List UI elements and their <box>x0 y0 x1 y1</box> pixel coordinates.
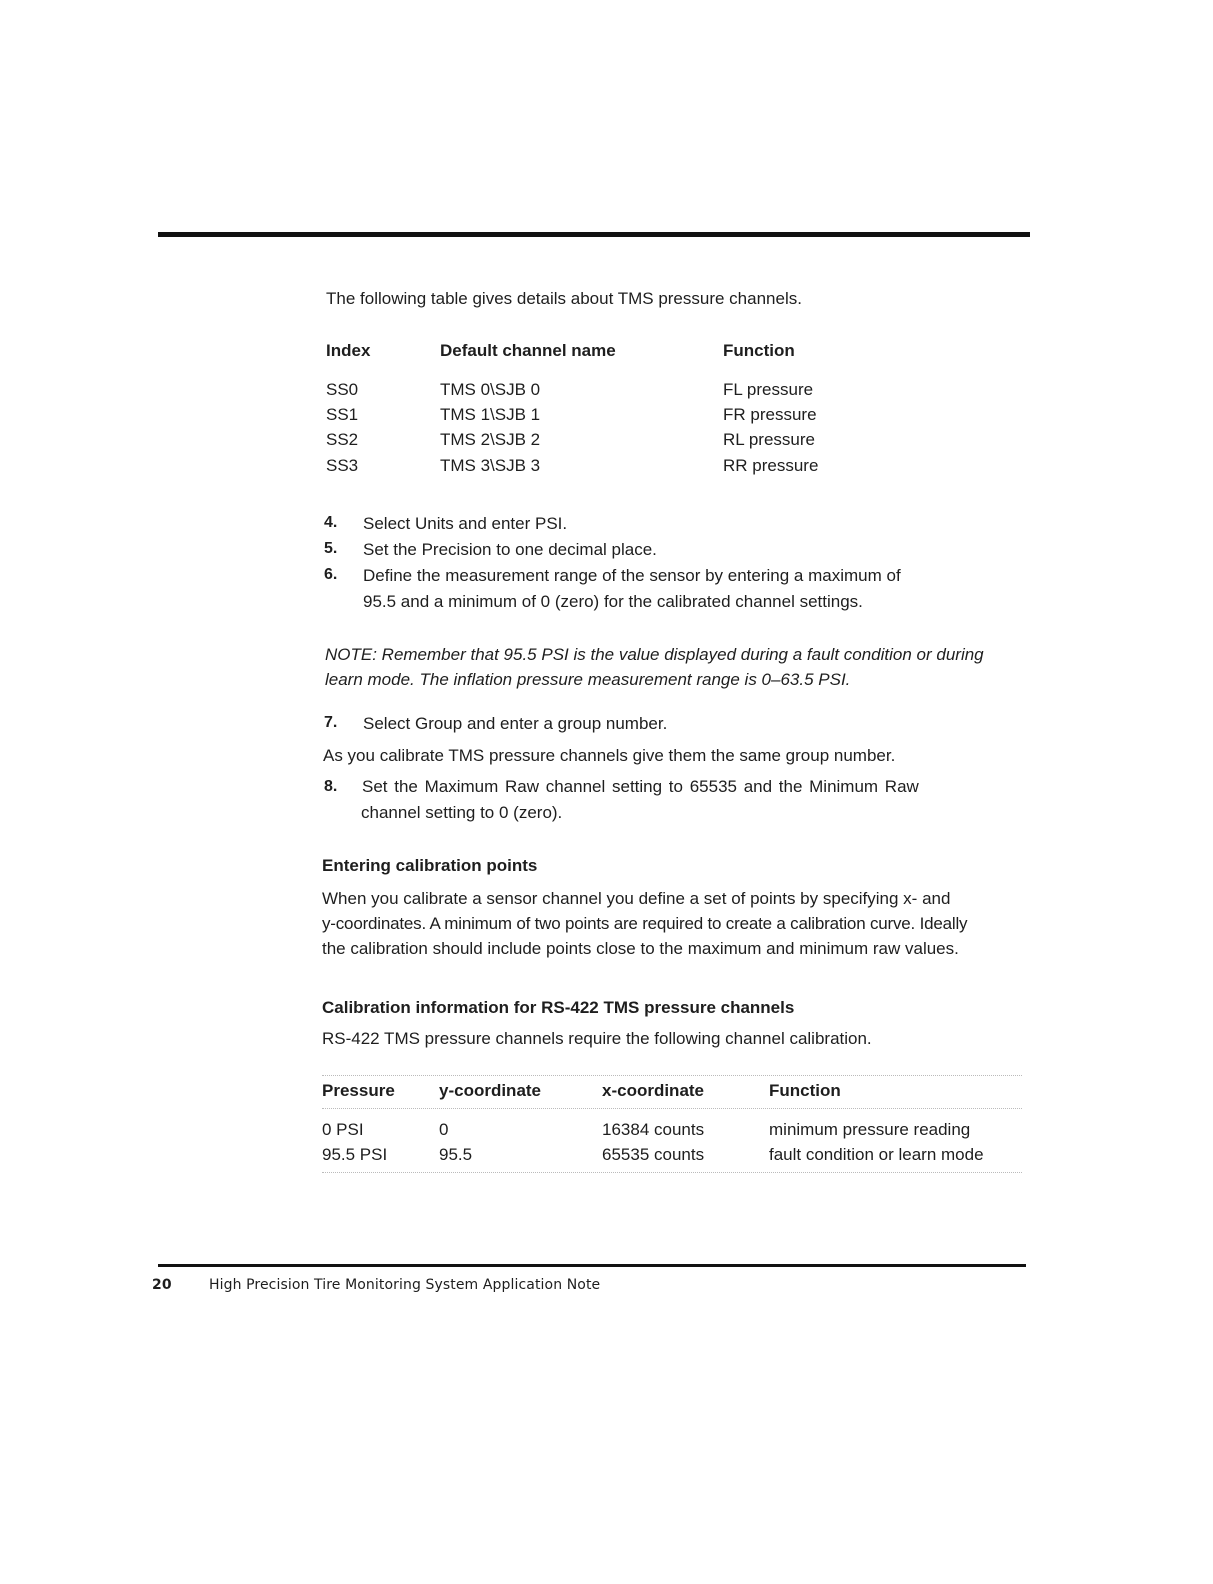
cell-function: minimum pressure reading <box>769 1120 971 1139</box>
cell-pressure: 0 PSI <box>322 1120 364 1139</box>
cell-index: SS0 <box>326 380 359 399</box>
cell-channel-name: TMS 1\SJB 1 <box>440 405 541 424</box>
paragraph-line: When you calibrate a sensor channel you define a set of points by specifying x- and <box>322 889 951 908</box>
step-number: 6. <box>324 566 338 583</box>
step-text: Select Units and enter PSI. <box>363 514 568 533</box>
cell-function: RL pressure <box>723 430 815 449</box>
footer-rule <box>158 1264 1026 1267</box>
step-text: 95.5 and a minimum of 0 (zero) for the calibrated channel settings. <box>363 592 863 611</box>
step-text: Define the measurement range of the sensor by entering a maximum of <box>363 566 901 585</box>
cell-function: fault condition or learn mode <box>769 1145 984 1164</box>
cell-function: FL pressure <box>723 380 814 399</box>
note-line: learn mode. The inflation pressure measurement range is 0–63.5 PSI. <box>325 670 851 689</box>
header-index: Index <box>326 341 371 360</box>
header-rule <box>158 232 1030 237</box>
cell-function: RR pressure <box>723 456 819 475</box>
cell-function: FR pressure <box>723 405 817 424</box>
cell-channel-name: TMS 0\SJB 0 <box>440 380 541 399</box>
step-number: 4. <box>324 514 338 531</box>
table-bottom-rule <box>322 1172 1022 1173</box>
header-function: Function <box>723 341 795 360</box>
intro-text: The following table gives details about TMS pressure channels. <box>326 289 802 308</box>
header-y-coordinate: y-coordinate <box>439 1081 542 1100</box>
header-channel-name: Default channel name <box>440 341 616 360</box>
step-text: Set the Precision to one decimal place. <box>363 540 657 559</box>
header-pressure: Pressure <box>322 1081 395 1100</box>
step-text: Select Group and enter a group number. <box>363 714 668 733</box>
header-x-coordinate: x-coordinate <box>602 1081 705 1100</box>
cell-index: SS1 <box>326 405 359 424</box>
paragraph-line: y-coordinates. A minimum of two points are required to create a calibration curve. Ideally <box>322 914 968 933</box>
section-text: RS-422 TMS pressure channels require the following channel calibration. <box>322 1029 872 1048</box>
table-top-rule <box>322 1075 1022 1076</box>
section-heading: Calibration information for RS-422 TMS pressure channels <box>322 998 795 1017</box>
cell-pressure: 95.5 PSI <box>322 1145 388 1164</box>
step-text: channel setting to 0 (zero). <box>361 803 563 822</box>
step-number: 8. <box>324 778 338 795</box>
cell-index: SS2 <box>326 430 359 449</box>
step-number: 5. <box>324 540 338 557</box>
cell-x-coordinate: 65535 counts <box>602 1145 705 1164</box>
cell-y-coordinate: 95.5 <box>439 1145 473 1164</box>
paragraph-line: the calibration should include points close to the maximum and minimum raw values. <box>322 939 959 958</box>
group-paragraph: As you calibrate TMS pressure channels give them the same group number. <box>323 746 896 765</box>
page-number: 20 <box>152 1277 172 1293</box>
cell-x-coordinate: 16384 counts <box>602 1120 705 1139</box>
section-heading: Entering calibration points <box>322 856 538 875</box>
footer-title: High Precision Tire Monitoring System Application Note <box>209 1277 601 1293</box>
header-function: Function <box>769 1081 841 1100</box>
cell-index: SS3 <box>326 456 359 475</box>
table-header-rule <box>322 1108 1022 1109</box>
cell-channel-name: TMS 3\SJB 3 <box>440 456 541 475</box>
step-text: Set the Maximum Raw channel setting to 65535 and the Minimum Raw <box>362 777 919 796</box>
note-line: NOTE: Remember that 95.5 PSI is the value displayed during a fault condition or during <box>325 645 984 664</box>
cell-y-coordinate: 0 <box>439 1120 449 1139</box>
step-number: 7. <box>324 714 338 731</box>
cell-channel-name: TMS 2\SJB 2 <box>440 430 541 449</box>
